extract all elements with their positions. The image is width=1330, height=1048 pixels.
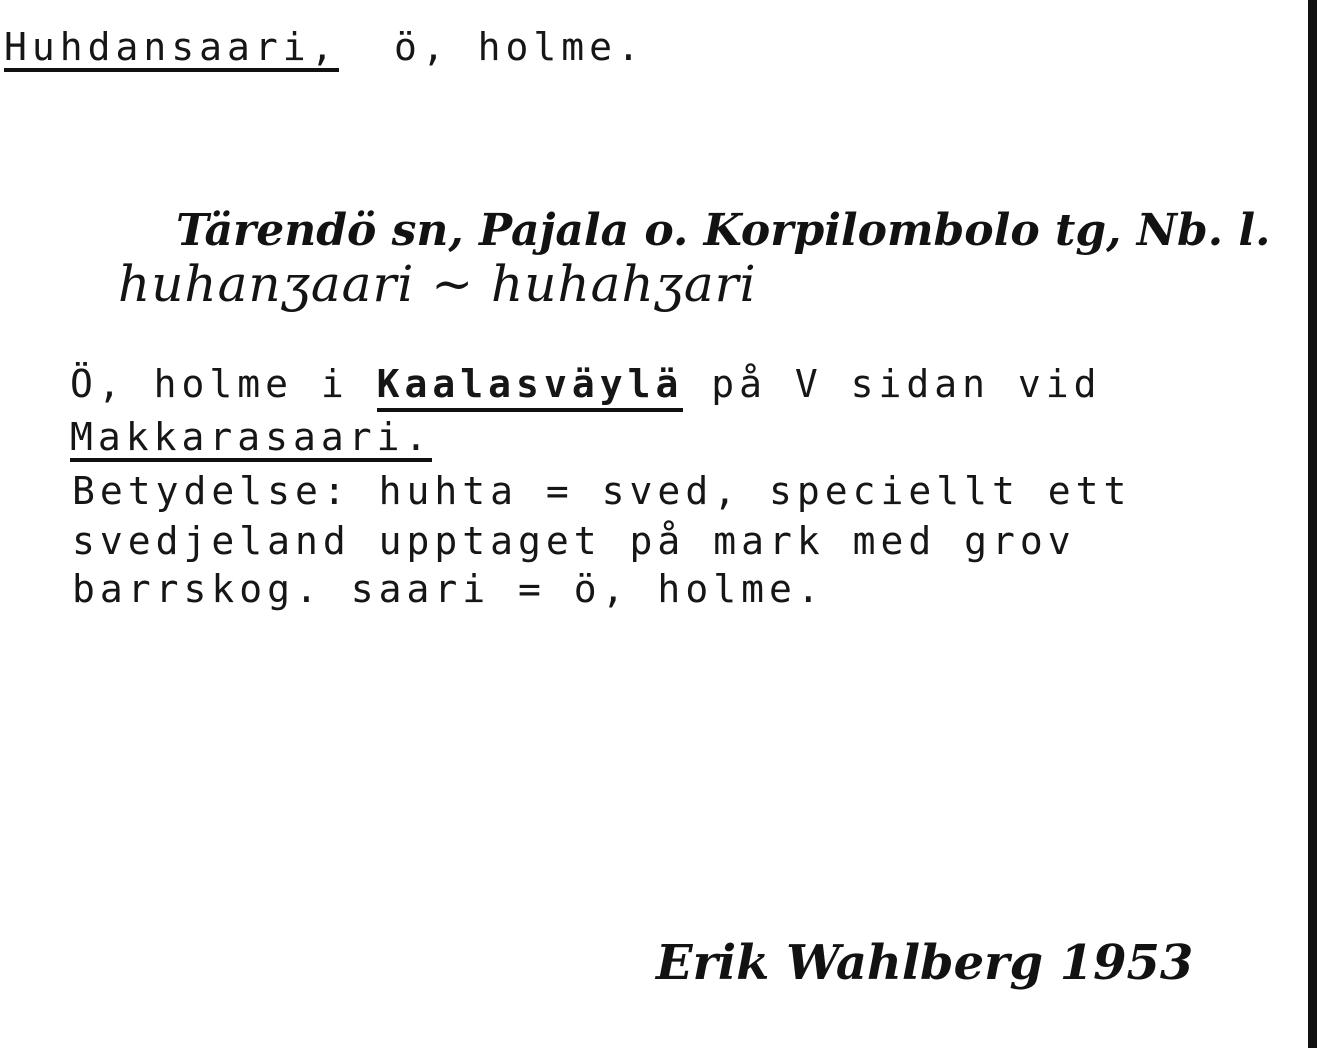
description-place-2: Makkarasaari. xyxy=(70,418,432,462)
headword-definition: ö, holme. xyxy=(394,25,645,69)
description-line-1 xyxy=(70,362,1102,406)
card-edge-line xyxy=(1308,0,1317,1048)
meaning-line: svedjeland upptaget på mark med grov xyxy=(72,519,1076,563)
signature: Erik Wahlberg 1953 xyxy=(656,935,1194,991)
headword: Huhdansaari, xyxy=(4,28,339,72)
description-prefix: Ö, holme i xyxy=(70,362,377,406)
description-suffix: på V sidan vid xyxy=(683,362,1102,406)
meaning-line: Betydelse: huhta = sved, speciellt ett xyxy=(72,469,1132,513)
meaning-line: barrskog. saari = ö, holme. xyxy=(72,567,825,611)
description-place: Kaalasväylä xyxy=(377,362,684,412)
handwritten-pronunciation: huhanʒaari ~ huhahʒari xyxy=(118,255,757,313)
parish-line: Tärendö sn, Pajala o. Korpilombolo tg, Nb. l. xyxy=(176,205,1271,256)
